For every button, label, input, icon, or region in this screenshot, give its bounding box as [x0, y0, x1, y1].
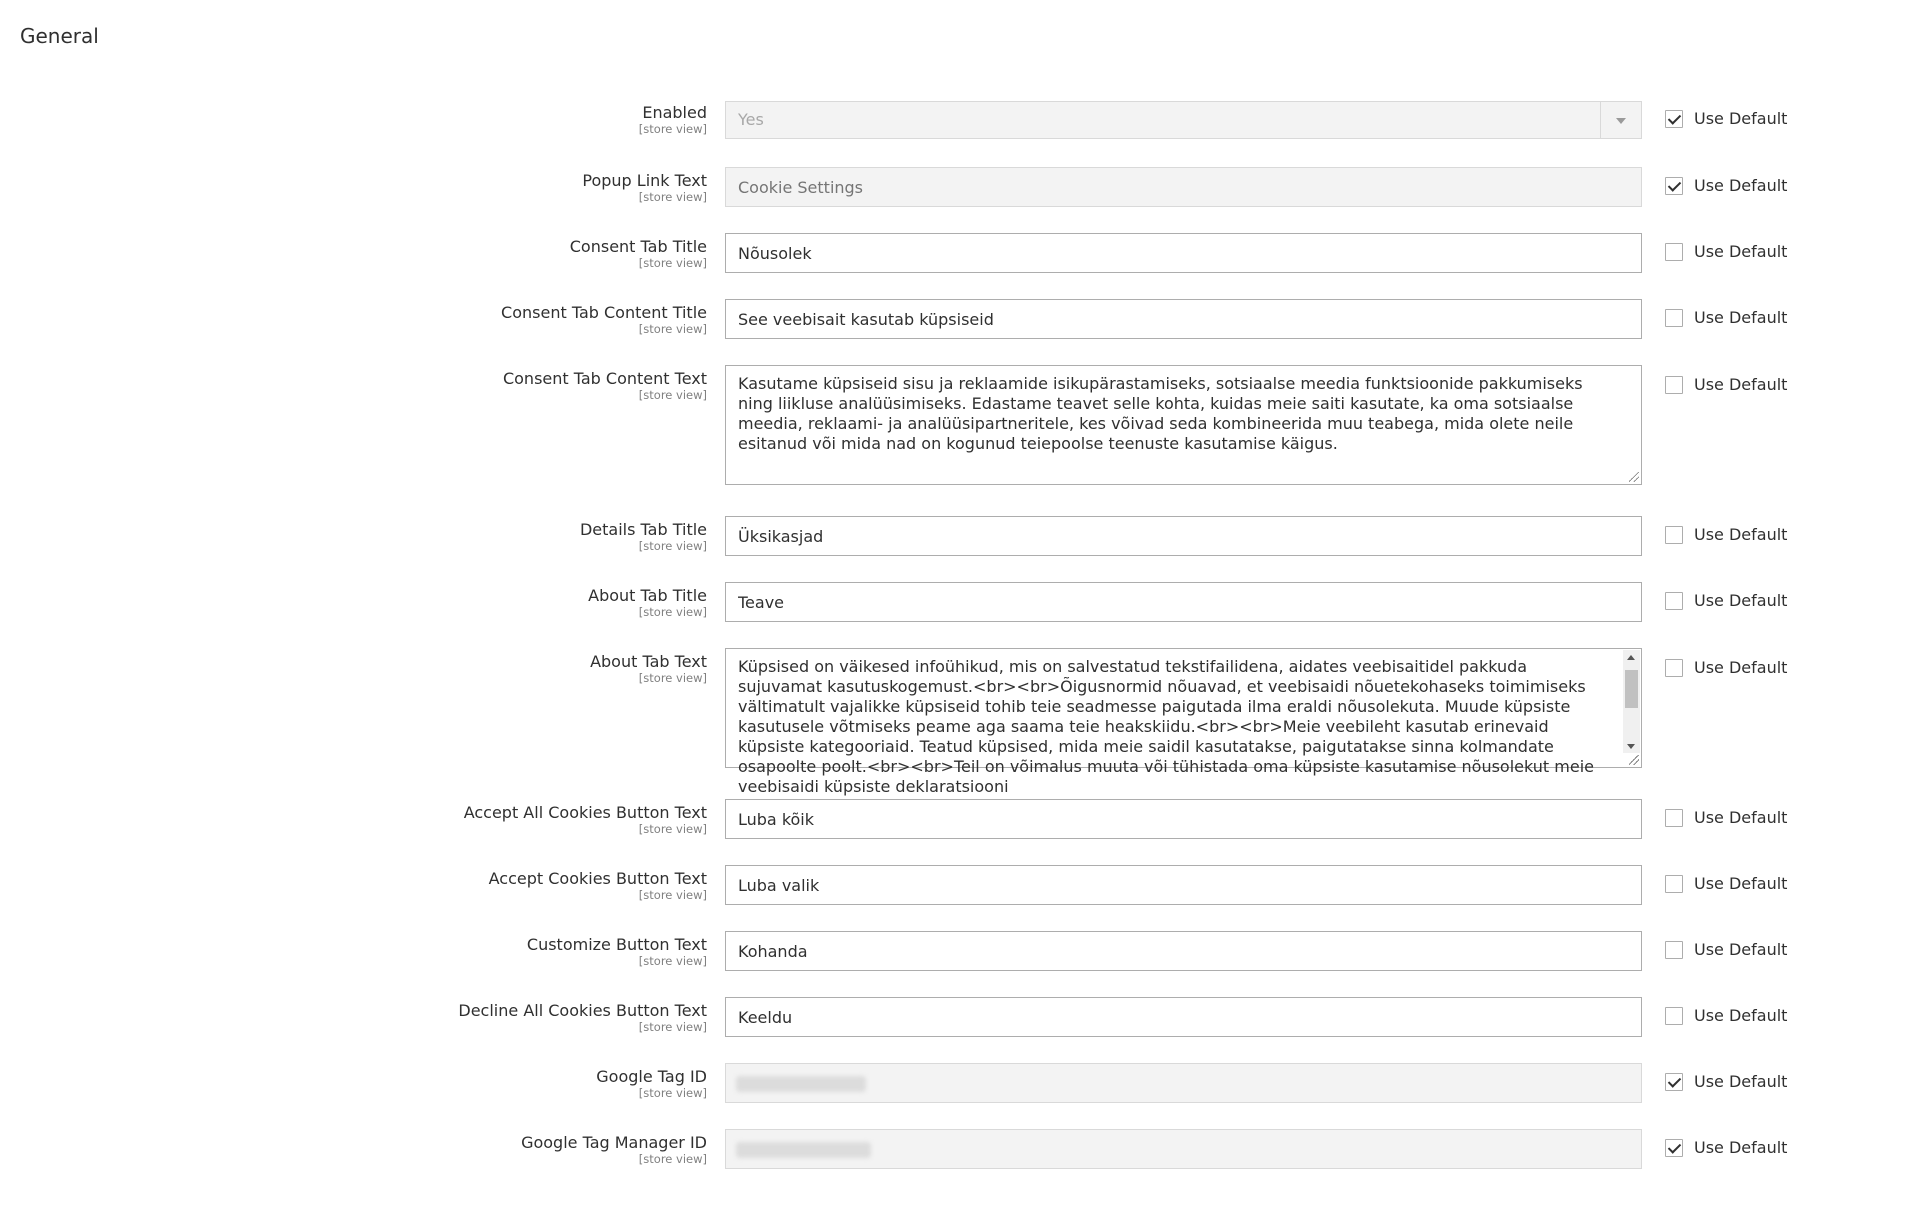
scope-label: [store view] [638, 954, 707, 968]
use-default-label: Use Default [1694, 808, 1788, 827]
checkbox-unchecked-icon[interactable] [1665, 941, 1683, 959]
use-default-accept-cookies-button-text[interactable] [1665, 874, 1787, 893]
checkbox-unchecked-icon[interactable] [1665, 309, 1683, 327]
use-default-customize-button-text[interactable] [1665, 940, 1787, 959]
field-label: Google Tag ID [596, 1067, 707, 1086]
field-label-group [187, 167, 707, 203]
use-default-label: Use Default [1694, 1072, 1788, 1091]
field-label-group [187, 582, 707, 618]
field-row-accept-cookies-button-text [0, 865, 1920, 905]
scope-label: [store view] [638, 671, 707, 685]
field-label: Popup Link Text [582, 171, 707, 190]
scroll-up-icon[interactable] [1627, 655, 1635, 660]
field-label-group [187, 931, 707, 967]
scope-label: [store view] [638, 539, 707, 553]
popup-link-text-input[interactable] [725, 167, 1642, 207]
use-default-label: Use Default [1694, 525, 1788, 544]
checkbox-checked-icon[interactable] [1665, 1073, 1683, 1091]
use-default-google-tag-manager-id[interactable] [1665, 1138, 1787, 1157]
field-label-group [187, 233, 707, 269]
field-label-group [187, 865, 707, 901]
use-default-consent-tab-content-text[interactable] [1665, 375, 1787, 394]
checkbox-checked-icon[interactable] [1665, 110, 1683, 128]
redacted-value [736, 1076, 866, 1092]
consent-tab-title-input[interactable] [725, 233, 1642, 273]
field-label-group [187, 648, 707, 684]
decline-all-cookies-button-text-input[interactable] [725, 997, 1642, 1037]
scrollbar[interactable] [1623, 650, 1640, 753]
scope-label: [store view] [638, 605, 707, 619]
field-label: Consent Tab Title [569, 237, 707, 256]
resize-handle-icon[interactable] [1629, 755, 1639, 765]
field-label-group [187, 101, 707, 135]
checkbox-checked-icon[interactable] [1665, 1139, 1683, 1157]
textarea-content: Küpsised on väikesed infoühikud, mis on salvestatud tekstifailidena, aidates veebisaitidel pakkuda sujuvamat kasutuskogemust.<br><br>Õigusnormid nõuavad, et veebisaidi nõuetekohaseks toimimiseks vältimatult vajalikke küpsiseid tohib teie seadmesse paigutada ilma eraldi nõusolekuta. Muude küpsiste kasutusele võtmiseks peame aga saama teie heakskiidu.<br><br>Meie veebileht kasutab erinevaid küpsiste kategooriaid. Teatud küpsised, mida meie saidil kasutatakse, paigutatakse sinna kolmandate osapoolte poolt.<br><br>Teil on võimalus muuta või tühistada oma küpsiste kasutamise nõusolekut meie veebisaidi küpsiste deklaratsiooni [738, 657, 1594, 796]
checkbox-unchecked-icon[interactable] [1665, 659, 1683, 677]
field-label-group [187, 516, 707, 552]
scrollbar-thumb[interactable] [1625, 670, 1638, 708]
field-row-accept-all-cookies-button-text [0, 799, 1920, 839]
selected-value: Yes [738, 110, 764, 129]
consent-tab-content-title-input[interactable] [725, 299, 1642, 339]
accept-cookies-button-text-input[interactable] [725, 865, 1642, 905]
field-label-group [187, 799, 707, 835]
google-tag-id-input[interactable] [725, 1063, 1642, 1103]
use-default-label: Use Default [1694, 109, 1788, 128]
accept-all-cookies-button-text-input[interactable] [725, 799, 1642, 839]
use-default-popup-link-text[interactable] [1665, 176, 1787, 195]
scope-label: [store view] [638, 388, 707, 402]
field-label: Details Tab Title [579, 520, 707, 539]
use-default-details-tab-title[interactable] [1665, 525, 1787, 544]
field-row-popup-link-text [0, 167, 1920, 207]
field-label: Decline All Cookies Button Text [458, 1001, 707, 1020]
checkbox-unchecked-icon[interactable] [1665, 243, 1683, 261]
checkbox-unchecked-icon[interactable] [1665, 1007, 1683, 1025]
use-default-about-tab-text[interactable] [1665, 658, 1787, 677]
textarea-content: Kasutame küpsiseid sisu ja reklaamide isikupärastamiseks, sotsiaalse meedia funktsioonide pakkumiseks ning liikluse analüüsimiseks. Edastame teavet selle kohta, kuidas meie saiti kasutate, ka oma sotsiaalse meedia, reklaami- ja analüüsipartneritele, kes võivad seda kombineerida muu teabega, mida olete neile esitanud või mida nad on kogunud teiepoolse teenuste kasutamise käigus. [738, 374, 1583, 453]
field-row-decline-all-cookies-button-text [0, 997, 1920, 1037]
about-tab-text-textarea[interactable] [725, 648, 1642, 796]
scope-label: [store view] [638, 122, 707, 136]
field-row-about-tab-text [0, 648, 1920, 796]
use-default-label: Use Default [1694, 591, 1788, 610]
field-label: About Tab Text [590, 652, 707, 671]
scope-label: [store view] [638, 1086, 707, 1100]
field-label: Accept Cookies Button Text [488, 869, 707, 888]
field-label-group [187, 365, 707, 401]
checkbox-unchecked-icon[interactable] [1665, 809, 1683, 827]
scope-label: [store view] [638, 256, 707, 270]
details-tab-title-input[interactable] [725, 516, 1642, 556]
field-label-group [187, 299, 707, 335]
field-label-group [187, 997, 707, 1033]
scope-label: [store view] [638, 888, 707, 902]
checkbox-unchecked-icon[interactable] [1665, 592, 1683, 610]
use-default-label: Use Default [1694, 308, 1788, 327]
use-default-consent-tab-title[interactable] [1665, 242, 1787, 261]
checkbox-unchecked-icon[interactable] [1665, 875, 1683, 893]
field-label: Google Tag Manager ID [521, 1133, 707, 1152]
field-row-customize-button-text [0, 931, 1920, 971]
checkbox-checked-icon[interactable] [1665, 177, 1683, 195]
field-label: About Tab Title [588, 586, 707, 605]
use-default-label: Use Default [1694, 176, 1788, 195]
scope-label: [store view] [638, 322, 707, 336]
field-row-google-tag-manager-id [0, 1129, 1920, 1169]
field-label: Customize Button Text [526, 935, 707, 954]
field-row-consent-tab-title [0, 233, 1920, 273]
customize-button-text-input[interactable] [725, 931, 1642, 971]
use-default-label: Use Default [1694, 1138, 1788, 1157]
use-default-label: Use Default [1694, 375, 1788, 394]
field-label-group [187, 1129, 707, 1165]
google-tag-manager-id-input[interactable] [725, 1129, 1642, 1169]
field-label: Enabled [642, 103, 707, 122]
redacted-value [736, 1142, 871, 1158]
consent-tab-content-text-textarea[interactable] [725, 365, 1642, 485]
use-default-label: Use Default [1694, 940, 1788, 959]
scroll-down-icon[interactable] [1627, 744, 1635, 749]
scope-label: [store view] [638, 190, 707, 204]
use-default-label: Use Default [1694, 658, 1788, 677]
field-row-consent-tab-content-title [0, 299, 1920, 339]
use-default-google-tag-id[interactable] [1665, 1072, 1787, 1091]
use-default-consent-tab-content-title[interactable] [1665, 308, 1787, 327]
resize-handle-icon[interactable] [1629, 472, 1639, 482]
field-label-group [187, 1063, 707, 1099]
use-default-enabled[interactable] [1665, 109, 1787, 128]
chevron-down-icon[interactable] [1600, 102, 1641, 138]
field-row-google-tag-id [0, 1063, 1920, 1103]
scope-label: [store view] [638, 822, 707, 836]
field-label: Consent Tab Content Title [501, 303, 707, 322]
about-tab-title-input[interactable] [725, 582, 1642, 622]
use-default-accept-all-cookies-button-text[interactable] [1665, 808, 1787, 827]
use-default-label: Use Default [1694, 242, 1788, 261]
field-row-details-tab-title [0, 516, 1920, 556]
use-default-decline-all-cookies-button-text[interactable] [1665, 1006, 1787, 1025]
use-default-label: Use Default [1694, 874, 1788, 893]
scope-label: [store view] [638, 1020, 707, 1034]
use-default-label: Use Default [1694, 1006, 1788, 1025]
scope-label: [store view] [638, 1152, 707, 1166]
field-label: Accept All Cookies Button Text [463, 803, 707, 822]
enabled-select[interactable] [725, 101, 1642, 139]
checkbox-unchecked-icon[interactable] [1665, 376, 1683, 394]
section-title[interactable]: General [20, 24, 99, 48]
field-label: Consent Tab Content Text [502, 369, 707, 388]
use-default-about-tab-title[interactable] [1665, 591, 1787, 610]
field-row-consent-tab-content-text [0, 365, 1920, 485]
field-row-enabled [0, 101, 1920, 139]
checkbox-unchecked-icon[interactable] [1665, 526, 1683, 544]
field-row-about-tab-title [0, 582, 1920, 622]
